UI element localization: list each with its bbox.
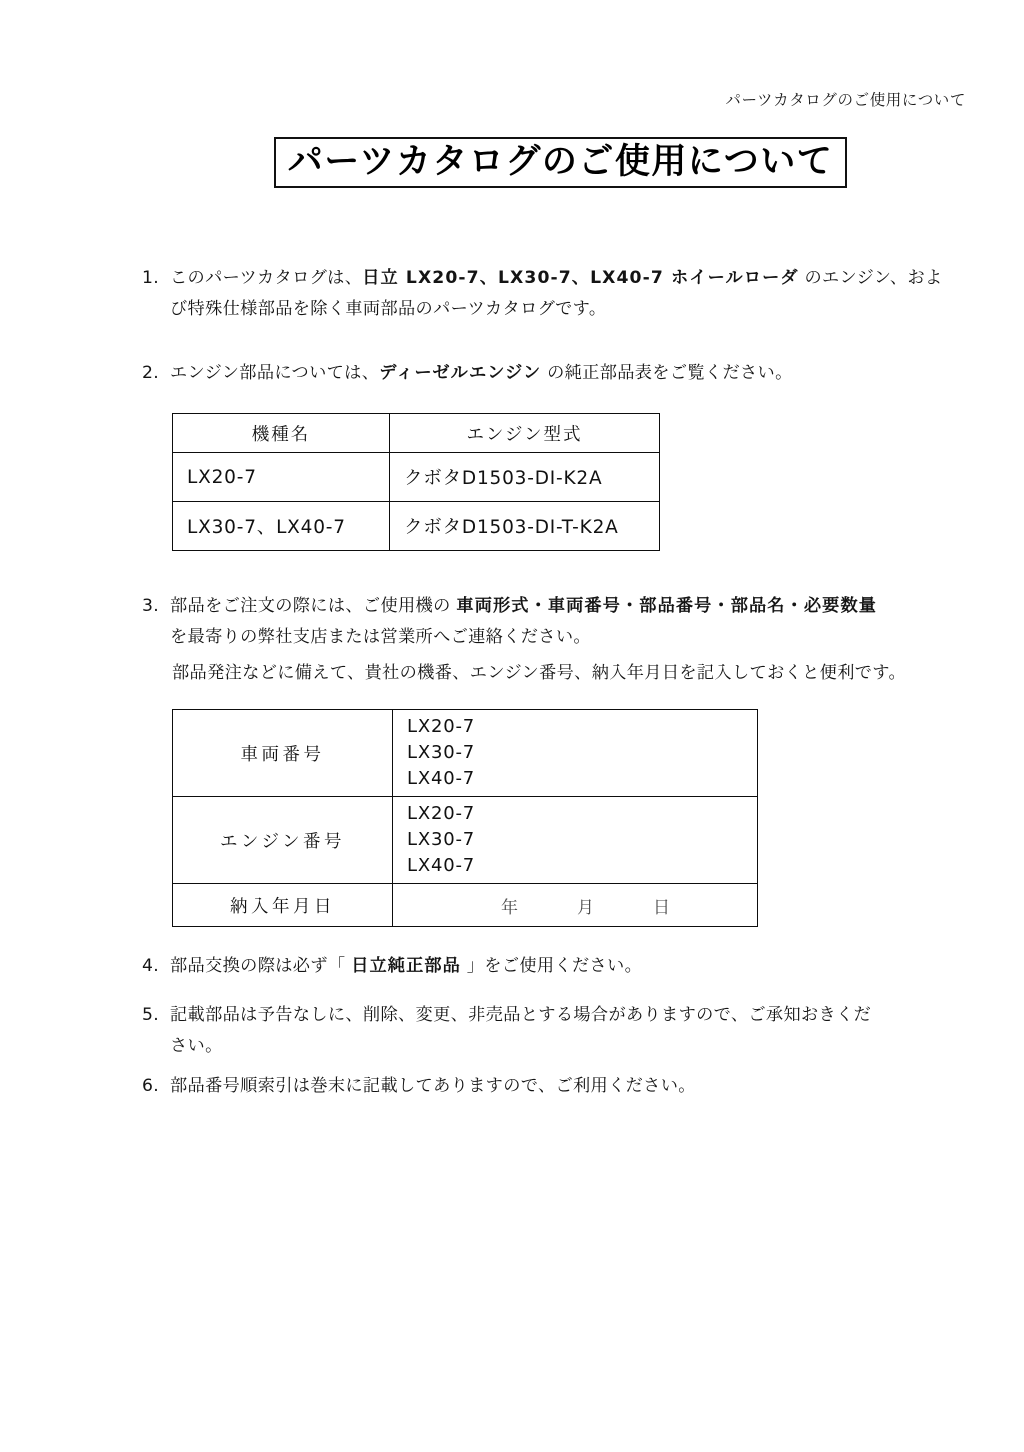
text-line: [170, 1000, 992, 1031]
column-header-model: 機種名: [173, 414, 390, 453]
body-text: を最寄りの弊社支店または営業所へご連絡ください。: [170, 627, 591, 647]
column-header-engine-type: エンジン型式: [390, 414, 660, 453]
table-row: [173, 710, 758, 797]
list-item-body: [170, 1000, 992, 1062]
running-header: パーツカタログのご使用について: [725, 91, 966, 109]
table-row: [173, 453, 660, 502]
model-line: LX40-7: [407, 768, 476, 789]
day-mark: 日: [653, 897, 671, 918]
list-item-number: 2.: [142, 363, 160, 383]
list-item-number: 4.: [142, 956, 160, 976]
row-label-vehicle-number: 車両番号: [173, 710, 393, 797]
model-line: LX30-7: [407, 829, 476, 850]
cell-engine-type: クボタD1503-DI-K2A: [390, 453, 660, 502]
text-line: [170, 358, 992, 389]
list-item-body: [170, 263, 992, 325]
body-text: の純正部品表をご覧ください。: [541, 363, 793, 383]
cell-model: LX30-7、LX40-7: [173, 502, 390, 551]
body-text: 部品番号順索引は巻末に記載してありますので、ご利用ください。: [170, 1076, 696, 1096]
vehicle-number-entry-cell[interactable]: [393, 710, 758, 797]
cell-engine-type: クボタD1503-DI-T-K2A: [390, 502, 660, 551]
list-item-6: [142, 1071, 992, 1102]
list-item-3: [142, 591, 992, 653]
text-line: [170, 591, 992, 622]
list-item-number: 1.: [142, 268, 160, 288]
list-item-body: [170, 358, 992, 389]
body-text: 」をご使用ください。: [460, 956, 643, 976]
list-item-number: 6.: [142, 1076, 160, 1096]
body-text: 部品交換の際は必ず「: [170, 956, 352, 976]
list-item-1: [142, 263, 992, 325]
body-text: このパーツカタログは、: [170, 268, 363, 288]
text-line: [170, 1071, 992, 1102]
cell-model: LX20-7: [173, 453, 390, 502]
list-item-4: [142, 951, 992, 982]
month-mark: 月: [577, 897, 595, 918]
engine-model-table: [172, 413, 660, 551]
list-item-body: [170, 951, 992, 982]
body-text: さい。: [170, 1036, 223, 1056]
text-line: [170, 951, 992, 982]
table-header-row: [173, 414, 660, 453]
table-row: [173, 502, 660, 551]
model-line: LX30-7: [407, 742, 476, 763]
text-line: [170, 622, 992, 653]
emphasis-text: 車両形式・車両番号・部品番号・部品名・必要数量: [456, 596, 878, 616]
page-title: パーツカタログのご使用について: [287, 142, 834, 182]
text-line: [170, 294, 992, 325]
row-label-engine-number: エンジン番号: [173, 797, 393, 884]
list-item-number: 5.: [142, 1005, 160, 1025]
text-line: [170, 1031, 992, 1062]
date-marks: [393, 893, 757, 918]
model-line: LX40-7: [407, 855, 476, 876]
list-item-body: [170, 591, 992, 653]
body-text: 部品をご注文の際には、ご使用機の: [170, 596, 457, 616]
row-label-delivery-date: 納入年月日: [173, 884, 393, 927]
engine-number-entry-cell[interactable]: [393, 797, 758, 884]
text-line: [170, 263, 992, 294]
table-row: [173, 884, 758, 927]
body-text: のエンジン、およ: [798, 268, 943, 288]
body-text: エンジン部品については、: [170, 363, 380, 383]
note-paragraph: 部品発注などに備えて、貴社の機番、エンジン番号、納入年月日を記入しておくと便利です。: [172, 663, 906, 683]
list-item-number: 3.: [142, 596, 160, 616]
model-line: LX20-7: [407, 803, 476, 824]
table-row: [173, 797, 758, 884]
emphasis-text: 日立純正部品: [351, 956, 461, 976]
list-item-body: [170, 1071, 992, 1102]
emphasis-text: ディーゼルエンジン: [379, 363, 542, 383]
body-text: 記載部品は予告なしに、削除、変更、非売品とする場合がありますので、ご承知おきくだ: [170, 1005, 872, 1025]
machine-record-table: [172, 709, 758, 927]
model-line: LX20-7: [407, 716, 476, 737]
list-item-5: [142, 1000, 992, 1062]
title-box: [274, 137, 847, 188]
year-mark: 年: [501, 897, 519, 918]
delivery-date-entry-cell[interactable]: [393, 884, 758, 927]
body-text: び特殊仕様部品を除く車両部品のパーツカタログです。: [170, 299, 607, 319]
emphasis-text: 日立 LX20-7、LX30-7、LX40-7 ホイールローダ: [362, 268, 799, 288]
list-item-2: [142, 358, 992, 389]
